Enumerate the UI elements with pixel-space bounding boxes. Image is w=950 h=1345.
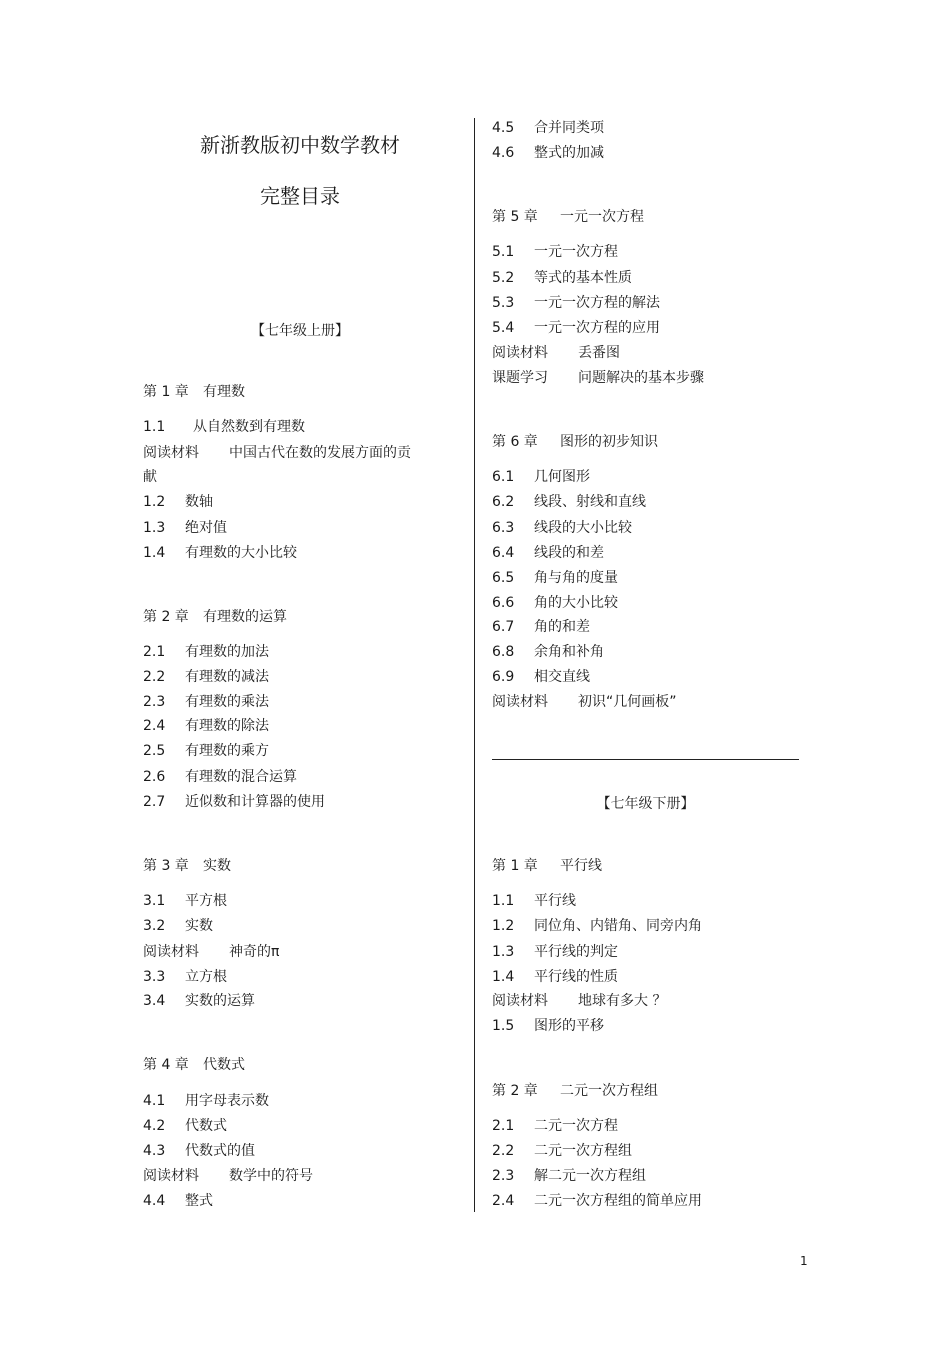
toc-entry: 4.4 整式 — [143, 1193, 213, 1209]
toc-entry: 2.4 有理数的除法 — [143, 718, 269, 734]
toc-entry: 4.2 代数式 — [143, 1118, 227, 1134]
toc-entry: 2.3 解二元一次方程组 — [492, 1168, 646, 1184]
toc-entry: 4.5 合并同类项 — [492, 120, 604, 136]
toc-entry: 6.5 角与角的度量 — [492, 570, 618, 586]
grade-heading-7a: 【七年级上册】 — [251, 323, 349, 339]
toc-entry: 6.6 角的大小比较 — [492, 595, 618, 611]
toc-entry: 1.3 绝对值 — [143, 520, 227, 536]
toc-entry: 6.7 角的和差 — [492, 619, 590, 635]
chapter-heading: 第 1 章 有理数 — [143, 384, 245, 400]
chapter-heading: 第 5 章 一元一次方程 — [492, 209, 644, 225]
chapter-heading: 第 3 章 实数 — [143, 858, 231, 874]
toc-entry: 1.1 平行线 — [492, 893, 576, 909]
toc-entry: 3.2 实数 — [143, 918, 213, 934]
toc-entry: 2.1 有理数的加法 — [143, 644, 269, 660]
toc-entry: 5.2 等式的基本性质 — [492, 270, 632, 286]
toc-entry: 4.1 用字母表示数 — [143, 1093, 269, 1109]
chapter-heading: 第 6 章 图形的初步知识 — [492, 434, 658, 450]
topic-study-entry: 课题学习 问题解决的基本步骤 — [492, 370, 704, 386]
grade-heading-7b: 【七年级下册】 — [596, 796, 695, 812]
reading-material-entry: 阅读材料 神奇的π — [143, 944, 280, 960]
toc-entry: 4.3 代数式的值 — [143, 1143, 255, 1159]
toc-entry: 6.9 相交直线 — [492, 669, 590, 685]
toc-entry: 6.2 线段、射线和直线 — [492, 494, 646, 510]
toc-entry: 5.1 一元一次方程 — [492, 244, 618, 260]
chapter-heading: 第 2 章 有理数的运算 — [143, 609, 287, 625]
chapter-heading: 第 1 章 平行线 — [492, 858, 602, 874]
toc-entry: 2.7 近似数和计算器的使用 — [143, 794, 325, 810]
chapter-heading: 第 4 章 代数式 — [143, 1057, 245, 1073]
document-subtitle: 完整目录 — [260, 184, 340, 208]
toc-entry: 1.2 数轴 — [143, 494, 213, 510]
column-divider — [474, 118, 475, 1212]
reading-material-entry: 阅读材料 中国古代在数的发展方面的贡 — [143, 445, 411, 461]
toc-entry: 1.4 平行线的性质 — [492, 969, 618, 985]
toc-entry: 2.4 二元一次方程组的简单应用 — [492, 1193, 702, 1209]
toc-entry: 6.8 余角和补角 — [492, 644, 604, 660]
toc-entry: 5.4 一元一次方程的应用 — [492, 320, 660, 336]
toc-entry: 2.2 有理数的减法 — [143, 669, 269, 685]
document-title: 新浙教版初中数学教材 — [200, 133, 400, 157]
toc-entry: 3.1 平方根 — [143, 893, 227, 909]
toc-entry: 1.4 有理数的大小比较 — [143, 545, 297, 561]
toc-entry: 2.2 二元一次方程组 — [492, 1143, 632, 1159]
toc-entry: 4.6 整式的加减 — [492, 145, 604, 161]
toc-entry: 5.3 一元一次方程的解法 — [492, 295, 660, 311]
section-divider — [492, 759, 799, 760]
toc-entry: 1.2 同位角、内错角、同旁内角 — [492, 918, 702, 934]
toc-entry: 3.3 立方根 — [143, 969, 227, 985]
toc-entry: 2.3 有理数的乘法 — [143, 694, 269, 710]
reading-material-entry: 阅读材料 初识“几何画板” — [492, 694, 677, 710]
toc-entry: 6.4 线段的和差 — [492, 545, 604, 561]
toc-entry: 1.5 图形的平移 — [492, 1018, 604, 1034]
toc-entry: 1.3 平行线的判定 — [492, 944, 618, 960]
toc-entry: 6.3 线段的大小比较 — [492, 520, 632, 536]
toc-entry: 2.1 二元一次方程 — [492, 1118, 618, 1134]
reading-material-entry: 阅读材料 地球有多大 ？ — [492, 993, 667, 1009]
reading-material-entry: 阅读材料 数学中的符号 — [143, 1168, 313, 1184]
reading-material-entry-continued: 献 — [143, 469, 157, 485]
toc-entry: 3.4 实数的运算 — [143, 993, 255, 1009]
toc-entry: 2.6 有理数的混合运算 — [143, 769, 297, 785]
toc-entry: 2.5 有理数的乘方 — [143, 743, 269, 759]
reading-material-entry: 阅读材料 丢番图 — [492, 345, 620, 361]
toc-entry: 1.1 从自然数到有理数 — [143, 419, 305, 435]
toc-entry: 6.1 几何图形 — [492, 469, 590, 485]
chapter-heading: 第 2 章 二元一次方程组 — [492, 1083, 658, 1099]
page-number: 1 — [800, 1254, 808, 1268]
